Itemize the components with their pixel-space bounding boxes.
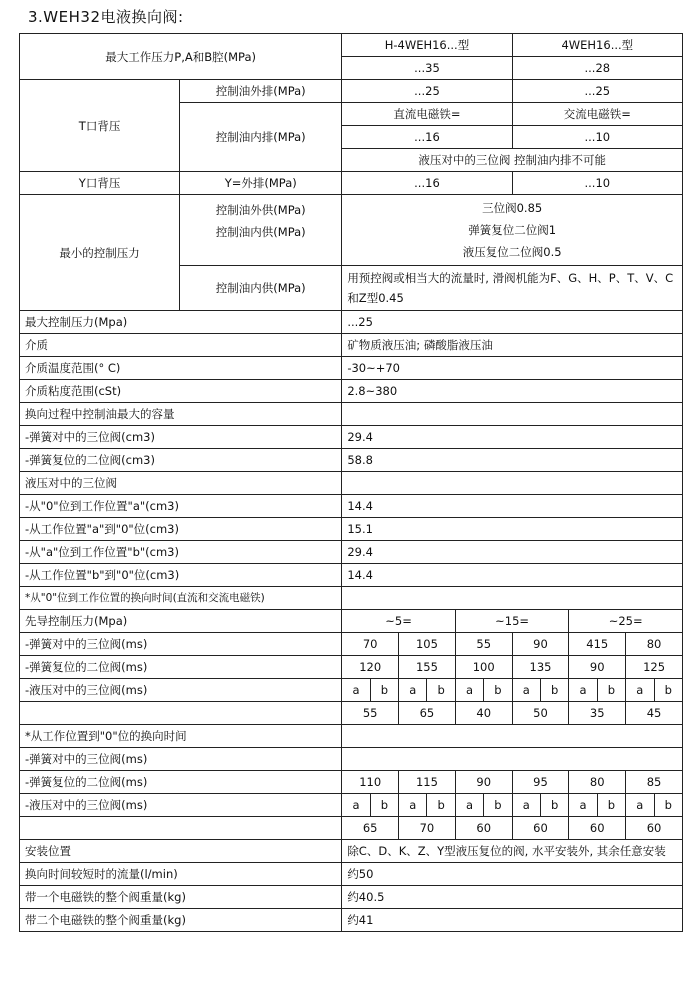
switch1-r1-cell: 55 [455, 633, 512, 656]
switch1-r2-row [20, 656, 683, 679]
min-ctrl-val3: 液压复位二位阀0.5 [462, 245, 562, 259]
switch1-r1-cell: 70 [342, 633, 399, 656]
switch2-ab-cell: b [654, 794, 683, 817]
switch2-ab-cell: a [455, 794, 483, 817]
spec-value [342, 403, 683, 426]
tail-row [20, 863, 683, 886]
switch2-r4-cell: 60 [512, 817, 569, 840]
spec-row [20, 403, 683, 426]
switch1-header: *从"0"位到工作位置的换向时间(直流和交流电磁铁) [20, 587, 342, 610]
pilot-p3: ~25= [569, 610, 683, 633]
t-back-int-v1: ...16 [342, 126, 512, 149]
spec-label: 液压对中的三位阀 [20, 472, 342, 495]
y-back-v2: ...10 [512, 172, 682, 195]
ac-solenoid: 交流电磁铁= [512, 103, 682, 126]
switch2-header: *从工作位置到"0"位的换向时间 [20, 725, 342, 748]
spec-value: -30~+70 [342, 357, 683, 380]
switch2-r1-label: -弹簧对中的三位阀(ms) [20, 748, 342, 771]
switch1-ab-cell: b [541, 679, 569, 702]
spec-value: 2.8~380 [342, 380, 683, 403]
y-back-v1: ...16 [342, 172, 512, 195]
spec-value: 14.4 [342, 495, 683, 518]
switch2-r4-row [20, 817, 683, 840]
y-back-sub-label: Y=外排(MPa) [180, 172, 342, 195]
switch2-ab-cell: b [427, 794, 455, 817]
switch1-ab-cell: b [370, 679, 398, 702]
switch1-r2-cell: 100 [455, 656, 512, 679]
spec-table [19, 33, 683, 932]
page-title: 3.WEH32电液换向阀: [28, 8, 184, 26]
switch1-r4-cell: 55 [342, 702, 399, 725]
min-ctrl-sub2: 控制油内供(MPa) [215, 225, 306, 239]
switch2-r1-blank [342, 748, 683, 771]
t-back-ext-v2: ...25 [512, 80, 682, 103]
switch1-r2-cell: 155 [399, 656, 456, 679]
t-back-label: T口背压 [20, 80, 180, 172]
switch1-r2-label: -弹簧复位的二位阀(ms) [20, 656, 342, 679]
min-ctrl-sub3: 控制油内供(MPa) [180, 266, 342, 311]
switch2-ab-cell: b [597, 794, 625, 817]
spec-row [20, 334, 683, 357]
switch2-r2-cell: 90 [455, 771, 512, 794]
switch1-ab-cell: a [455, 679, 483, 702]
switch1-r4-cell: 50 [512, 702, 569, 725]
spec-label: -弹簧对中的三位阀(cm3) [20, 426, 342, 449]
switch1-ab-cell: b [597, 679, 625, 702]
t-back-int-v2: ...10 [512, 126, 682, 149]
tail-row [20, 886, 683, 909]
spec-row [20, 541, 683, 564]
pilot-p1: ~5= [342, 610, 456, 633]
tail-row [20, 909, 683, 932]
spec-label: 介质粘度范围(cSt) [20, 380, 342, 403]
spec-row [20, 380, 683, 403]
switch2-ab-cell: a [569, 794, 597, 817]
switch1-ab-cell: a [342, 679, 370, 702]
spec-label: -从"0"位到工作位置"a"(cm3) [20, 495, 342, 518]
switch1-r1-cell: 80 [626, 633, 683, 656]
switch2-header-blank [342, 725, 683, 748]
switch2-ab-cell: a [342, 794, 370, 817]
spec-label: -从"a"位到工作位置"b"(cm3) [20, 541, 342, 564]
switch2-ab-cell: b [370, 794, 398, 817]
min-ctrl-val1: 三位阀0.85 [482, 201, 543, 215]
switch2-r3-label: -液压对中的三位阀(ms) [20, 794, 342, 817]
switch1-header-blank [342, 587, 683, 610]
switch1-r1-row [20, 633, 683, 656]
switch1-ab-cell: a [569, 679, 597, 702]
switch1-r2-cell: 90 [569, 656, 626, 679]
switch2-r1-row [20, 748, 683, 771]
switch1-r4-row [20, 702, 683, 725]
spec-row [20, 311, 683, 334]
tail-row [20, 840, 683, 863]
pressure-col2-value: ...28 [512, 57, 682, 80]
switch2-r2-cell: 85 [626, 771, 683, 794]
tail-value: 约50 [342, 863, 683, 886]
switch2-r4-blank [20, 817, 342, 840]
min-ctrl-val4: 用预控阀或相当大的流量时, 滑阀机能为F、G、H、P、T、V、C和Z型0.45 [342, 266, 683, 311]
t-back-int-label: 控制油内排(MPa) [180, 103, 342, 172]
spec-value: 58.8 [342, 449, 683, 472]
switch1-r4-blank [20, 702, 342, 725]
switch2-r4-cell: 60 [626, 817, 683, 840]
switch1-r4-cell: 35 [569, 702, 626, 725]
tail-label: 带一个电磁铁的整个阀重量(kg) [20, 886, 342, 909]
switch2-r4-cell: 65 [342, 817, 399, 840]
spec-row [20, 357, 683, 380]
switch1-r1-cell: 90 [512, 633, 569, 656]
switch2-ab-cell: a [399, 794, 427, 817]
pilot-label: 先导控制压力(Mpa) [20, 610, 342, 633]
min-ctrl-values [342, 195, 683, 266]
switch1-r1-label: -弹簧对中的三位阀(ms) [20, 633, 342, 656]
tail-value: 约41 [342, 909, 683, 932]
pilot-p2: ~15= [455, 610, 569, 633]
switch2-r2-cell: 110 [342, 771, 399, 794]
spec-row [20, 426, 683, 449]
switch1-r1-cell: 105 [399, 633, 456, 656]
min-ctrl-sub1: 控制油外供(MPa) [215, 203, 306, 217]
switch1-r4-cell: 45 [626, 702, 683, 725]
spec-row [20, 495, 683, 518]
min-ctrl-val2: 弹簧复位二位阀1 [468, 223, 557, 237]
switch2-r4-cell: 60 [569, 817, 626, 840]
switch1-r1-cell: 415 [569, 633, 626, 656]
pressure-col1-value: ...35 [342, 57, 512, 80]
col2-head: 4WEH16...型 [512, 34, 682, 57]
tail-value: 除C、D、K、Z、Y型液压复位的阀, 水平安装外, 其余任意安装 [342, 840, 683, 863]
switch2-ab-cell: b [484, 794, 512, 817]
switch1-r4-cell: 65 [399, 702, 456, 725]
spec-value: 15.1 [342, 518, 683, 541]
pilot-row [20, 610, 683, 633]
switch1-r2-cell: 120 [342, 656, 399, 679]
switch1-ab-cell: a [626, 679, 654, 702]
spec-row [20, 564, 683, 587]
switch1-r3-label: -液压对中的三位阀(ms) [20, 679, 342, 702]
switch2-r2-cell: 115 [399, 771, 456, 794]
switch2-ab-cell: b [541, 794, 569, 817]
y-back-label: Y口背压 [20, 172, 180, 195]
switch2-r2-label: -弹簧复位的二位阀(ms) [20, 771, 342, 794]
spec-label: 介质温度范围(° C) [20, 357, 342, 380]
spec-label: -弹簧复位的二位阀(cm3) [20, 449, 342, 472]
switch2-ab-cell: a [626, 794, 654, 817]
spec-row [20, 449, 683, 472]
switch1-ab-cell: b [427, 679, 455, 702]
spec-label: 介质 [20, 334, 342, 357]
switch1-r2-cell: 125 [626, 656, 683, 679]
switch2-r2-row [20, 771, 683, 794]
t-back-note: 液压对中的三位阀 控制油内排不可能 [342, 149, 683, 172]
switch1-r4-cell: 40 [455, 702, 512, 725]
spec-value: ...25 [342, 311, 683, 334]
tail-label: 换向时间较短时的流量(l/min) [20, 863, 342, 886]
spec-value: 矿物质液压油; 磷酸脂液压油 [342, 334, 683, 357]
spec-label: -从工作位置"b"到"0"位(cm3) [20, 564, 342, 587]
switch1-ab-cell: a [512, 679, 540, 702]
dc-solenoid: 直流电磁铁= [342, 103, 512, 126]
switch2-r2-cell: 95 [512, 771, 569, 794]
switch1-ab-cell: a [399, 679, 427, 702]
tail-value: 约40.5 [342, 886, 683, 909]
switch2-header-row [20, 725, 683, 748]
spec-row [20, 518, 683, 541]
tail-label: 安装位置 [20, 840, 342, 863]
spec-value: 14.4 [342, 564, 683, 587]
switch1-r3-row [20, 679, 683, 702]
t-back-ext-v1: ...25 [342, 80, 512, 103]
spec-label: 换向过程中控制油最大的容量 [20, 403, 342, 426]
min-ctrl-label: 最小的控制压力 [20, 195, 180, 311]
switch2-r3-row [20, 794, 683, 817]
switch2-r2-cell: 80 [569, 771, 626, 794]
t-back-ext-label: 控制油外排(MPa) [180, 80, 342, 103]
spec-value: 29.4 [342, 541, 683, 564]
switch2-r4-cell: 60 [455, 817, 512, 840]
col1-head: H-4WEH16...型 [342, 34, 512, 57]
switch1-ab-cell: b [654, 679, 683, 702]
spec-label: -从工作位置"a"到"0"位(cm3) [20, 518, 342, 541]
switch2-r4-cell: 70 [399, 817, 456, 840]
spec-row [20, 472, 683, 495]
spec-value: 29.4 [342, 426, 683, 449]
switch1-ab-cell: b [484, 679, 512, 702]
switch2-ab-cell: a [512, 794, 540, 817]
min-ctrl-sub-cell [180, 195, 342, 266]
switch1-r2-cell: 135 [512, 656, 569, 679]
spec-label: 最大控制压力(Mpa) [20, 311, 342, 334]
tail-label: 带二个电磁铁的整个阀重量(kg) [20, 909, 342, 932]
spec-value [342, 472, 683, 495]
switch1-header-row [20, 587, 683, 610]
pressure-label: 最大工作压力P,A和B腔(MPa) [20, 34, 342, 80]
